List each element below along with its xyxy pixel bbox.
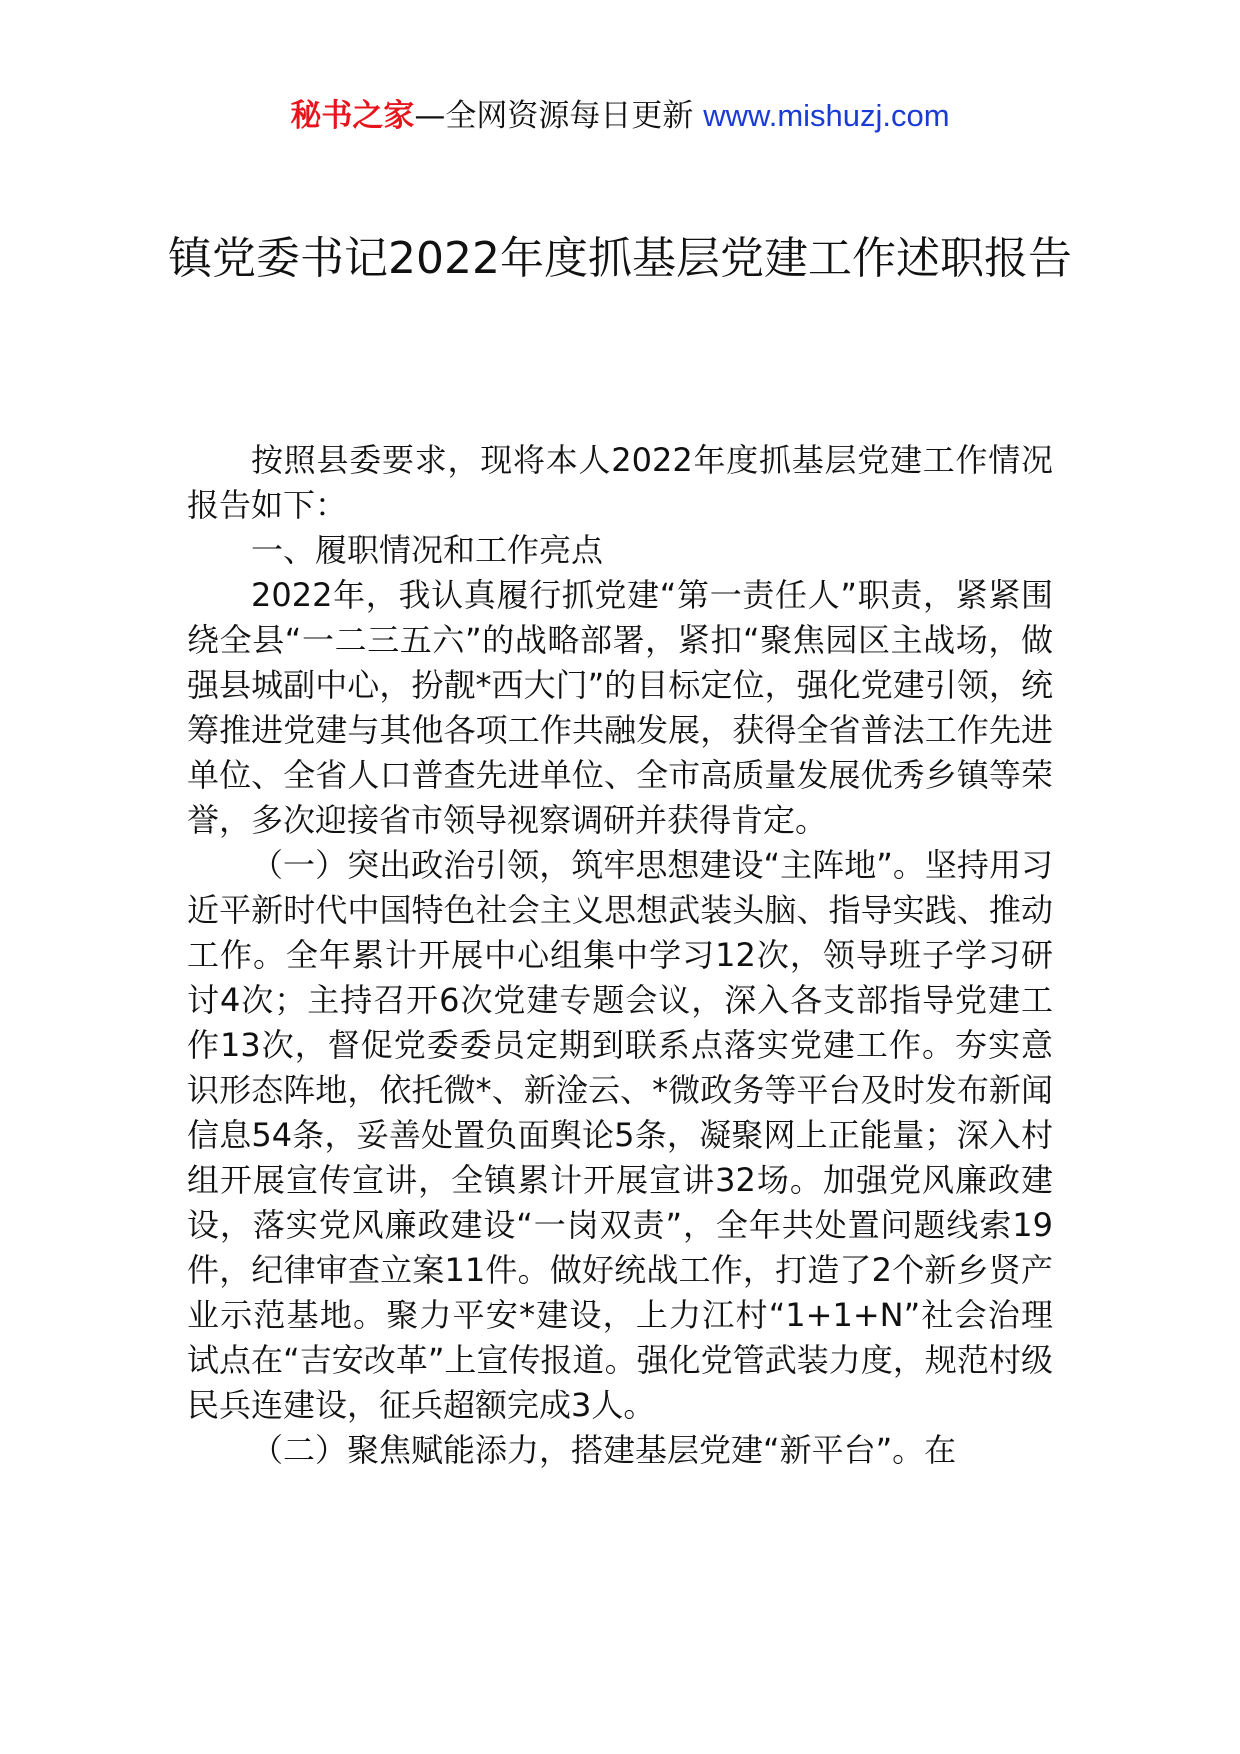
document-body	[187, 438, 1053, 1473]
body-paragraph: 2022年，我认真履行抓党建“第一责任人”职责，紧紧围绕全县“一二三五六”的战略部署，紧扣“聚焦园区主战场，做强县城副中心，扮靓*西大门”的目标定位，强化党建引领，统筹推进党建与其他各项工作共融发展，获得全省普法工作先进单位、全省人口普查先进单位、全市高质量发展优秀乡镇等荣誉，多次迎接省市领导视察调研并获得肯定。	[187, 576, 1053, 839]
body-paragraph: （二）聚焦赋能添力，搭建基层党建“新平台”。在	[251, 1431, 957, 1469]
site-url-link[interactable]: www.mishuzj.com	[703, 98, 950, 133]
site-header	[0, 96, 1240, 136]
brand-name: 秘书之家	[290, 98, 415, 134]
body-paragraph: （一）突出政治引领，筑牢思想建设“主阵地”。坚持用习近平新时代中国特色社会主义思想武装头脑、指导实践、推动工作。全年累计开展中心组集中学习12次，领导班子学习研讨4次；主持召开6次党建专题会议，深入各支部指导党建工作13次，督促党委委员定期到联系点落实党建工作。夯实意识形态阵地，依托微*、新淦云、*微政务等平台及时发布新闻信息54条，妥善处置负面舆论5条，凝聚网上正能量；深入村组开展宣传宣讲，全镇累计开展宣讲32场。加强党风廉政建设，落实党风廉政建设“一岗双责”，全年共处置问题线索19件，纪律审查立案11件。做好统战工作，打造了2个新乡贤产业示范基地。聚力平安*建设，上力江村“1+1+N”社会治理试点在“吉安改革”上宣传报道。强化党管武装力度，规范村级民兵连建设，征兵超额完成3人。	[187, 846, 1053, 1424]
header-tagline: —全网资源每日更新	[414, 98, 694, 134]
section-heading: 一、履职情况和工作亮点	[251, 531, 604, 569]
intro-paragraph: 按照县委要求，现将本人2022年度抓基层党建工作情况报告如下：	[187, 441, 1053, 524]
document-title: 镇党委书记2022年度抓基层党建工作述职报告	[168, 233, 1072, 284]
